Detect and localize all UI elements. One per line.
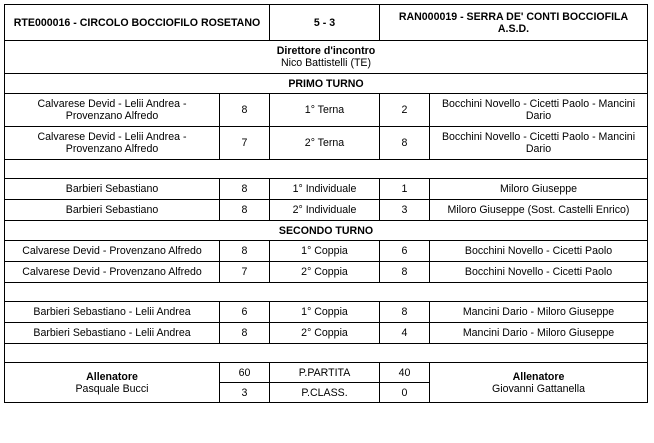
away-score: 2 — [380, 94, 430, 127]
home-partita-points: 60 — [220, 363, 270, 383]
home-players: Barbieri Sebastiano - Lelii Andrea — [5, 302, 220, 323]
home-coach-name: Pasquale Bucci — [75, 382, 149, 395]
away-players: Bocchini Novello - Cicetti Paolo — [430, 241, 648, 262]
game-type: 2° Individuale — [270, 200, 380, 221]
home-score: 6 — [220, 302, 270, 323]
home-players: Calvarese Devid - Provenzano Alfredo — [5, 262, 220, 283]
match-score: 5 - 3 — [270, 5, 380, 41]
match-row — [5, 200, 648, 221]
away-players: Mancini Dario - Miloro Giuseppe — [430, 302, 648, 323]
game-type: 1° Individuale — [270, 179, 380, 200]
home-class-points: 3 — [220, 383, 270, 403]
first-turn-title: PRIMO TURNO — [5, 74, 648, 94]
away-partita-points: 40 — [380, 363, 430, 383]
spacer-cell — [5, 283, 648, 302]
spacer-row — [5, 160, 648, 179]
header-row — [5, 5, 648, 41]
partita-label: P.PARTITA — [270, 363, 380, 383]
game-type: 1° Coppia — [270, 302, 380, 323]
match-row — [5, 262, 648, 283]
director-label: Direttore d'incontro — [276, 45, 376, 57]
home-players: Barbieri Sebastiano — [5, 179, 220, 200]
away-coach-name: Giovanni Gattanella — [491, 382, 586, 395]
director-row — [5, 41, 648, 74]
home-score: 8 — [220, 179, 270, 200]
second-turn-title-row — [5, 221, 648, 241]
away-players: Miloro Giuseppe (Sost. Castelli Enrico) — [430, 200, 648, 221]
game-type: 1° Coppia — [270, 241, 380, 262]
home-players: Calvarese Devid - Provenzano Alfredo — [5, 241, 220, 262]
spacer-cell — [5, 344, 648, 363]
away-score: 8 — [380, 262, 430, 283]
match-row — [5, 241, 648, 262]
away-score: 8 — [380, 302, 430, 323]
away-players: Bocchini Novello - Cicetti Paolo - Mancini Dario — [430, 94, 648, 127]
home-players: Calvarese Devid - Lelii Andrea - Provenzano Alfredo — [5, 127, 220, 160]
game-type: 2° Terna — [270, 127, 380, 160]
spacer-row — [5, 344, 648, 363]
match-row — [5, 302, 648, 323]
away-score: 8 — [380, 127, 430, 160]
away-score: 4 — [380, 323, 430, 344]
footer-row-partita — [5, 363, 648, 383]
away-players: Bocchini Novello - Cicetti Paolo — [430, 262, 648, 283]
first-turn-title-row — [5, 74, 648, 94]
home-score: 8 — [220, 94, 270, 127]
game-type: 1° Terna — [270, 94, 380, 127]
match-row — [5, 127, 648, 160]
home-players: Barbieri Sebastiano — [5, 200, 220, 221]
home-players: Barbieri Sebastiano - Lelii Andrea — [5, 323, 220, 344]
away-class-points: 0 — [380, 383, 430, 403]
game-type: 2° Coppia — [270, 323, 380, 344]
away-players: Mancini Dario - Miloro Giuseppe — [430, 323, 648, 344]
home-team-name: RTE000016 - CIRCOLO BOCCIOFILO ROSETANO — [5, 5, 270, 41]
away-score: 1 — [380, 179, 430, 200]
home-score: 7 — [220, 262, 270, 283]
home-players: Calvarese Devid - Lelii Andrea - Provenzano Alfredo — [5, 94, 220, 127]
second-turn-title: SECONDO TURNO — [5, 221, 648, 241]
spacer-row — [5, 283, 648, 302]
match-row — [5, 323, 648, 344]
match-row — [5, 94, 648, 127]
home-score: 8 — [220, 241, 270, 262]
away-players: Bocchini Novello - Cicetti Paolo - Mancini Dario — [430, 127, 648, 160]
home-coach-cell — [5, 363, 220, 403]
home-score: 8 — [220, 323, 270, 344]
away-score: 6 — [380, 241, 430, 262]
away-players: Miloro Giuseppe — [430, 179, 648, 200]
match-row — [5, 179, 648, 200]
away-coach-cell — [430, 363, 648, 403]
match-report-table — [4, 4, 648, 403]
director-cell — [5, 41, 648, 74]
director-name: Nico Battistelli (TE) — [280, 57, 372, 69]
spacer-cell — [5, 160, 648, 179]
away-coach-label: Allenatore — [512, 370, 565, 383]
away-team-name: RAN000019 - SERRA DE' CONTI BOCCIOFILA A.S.D. — [380, 5, 648, 41]
home-score: 8 — [220, 200, 270, 221]
home-score: 7 — [220, 127, 270, 160]
home-coach-label: Allenatore — [86, 370, 138, 383]
game-type: 2° Coppia — [270, 262, 380, 283]
class-label: P.CLASS. — [270, 383, 380, 403]
away-score: 3 — [380, 200, 430, 221]
